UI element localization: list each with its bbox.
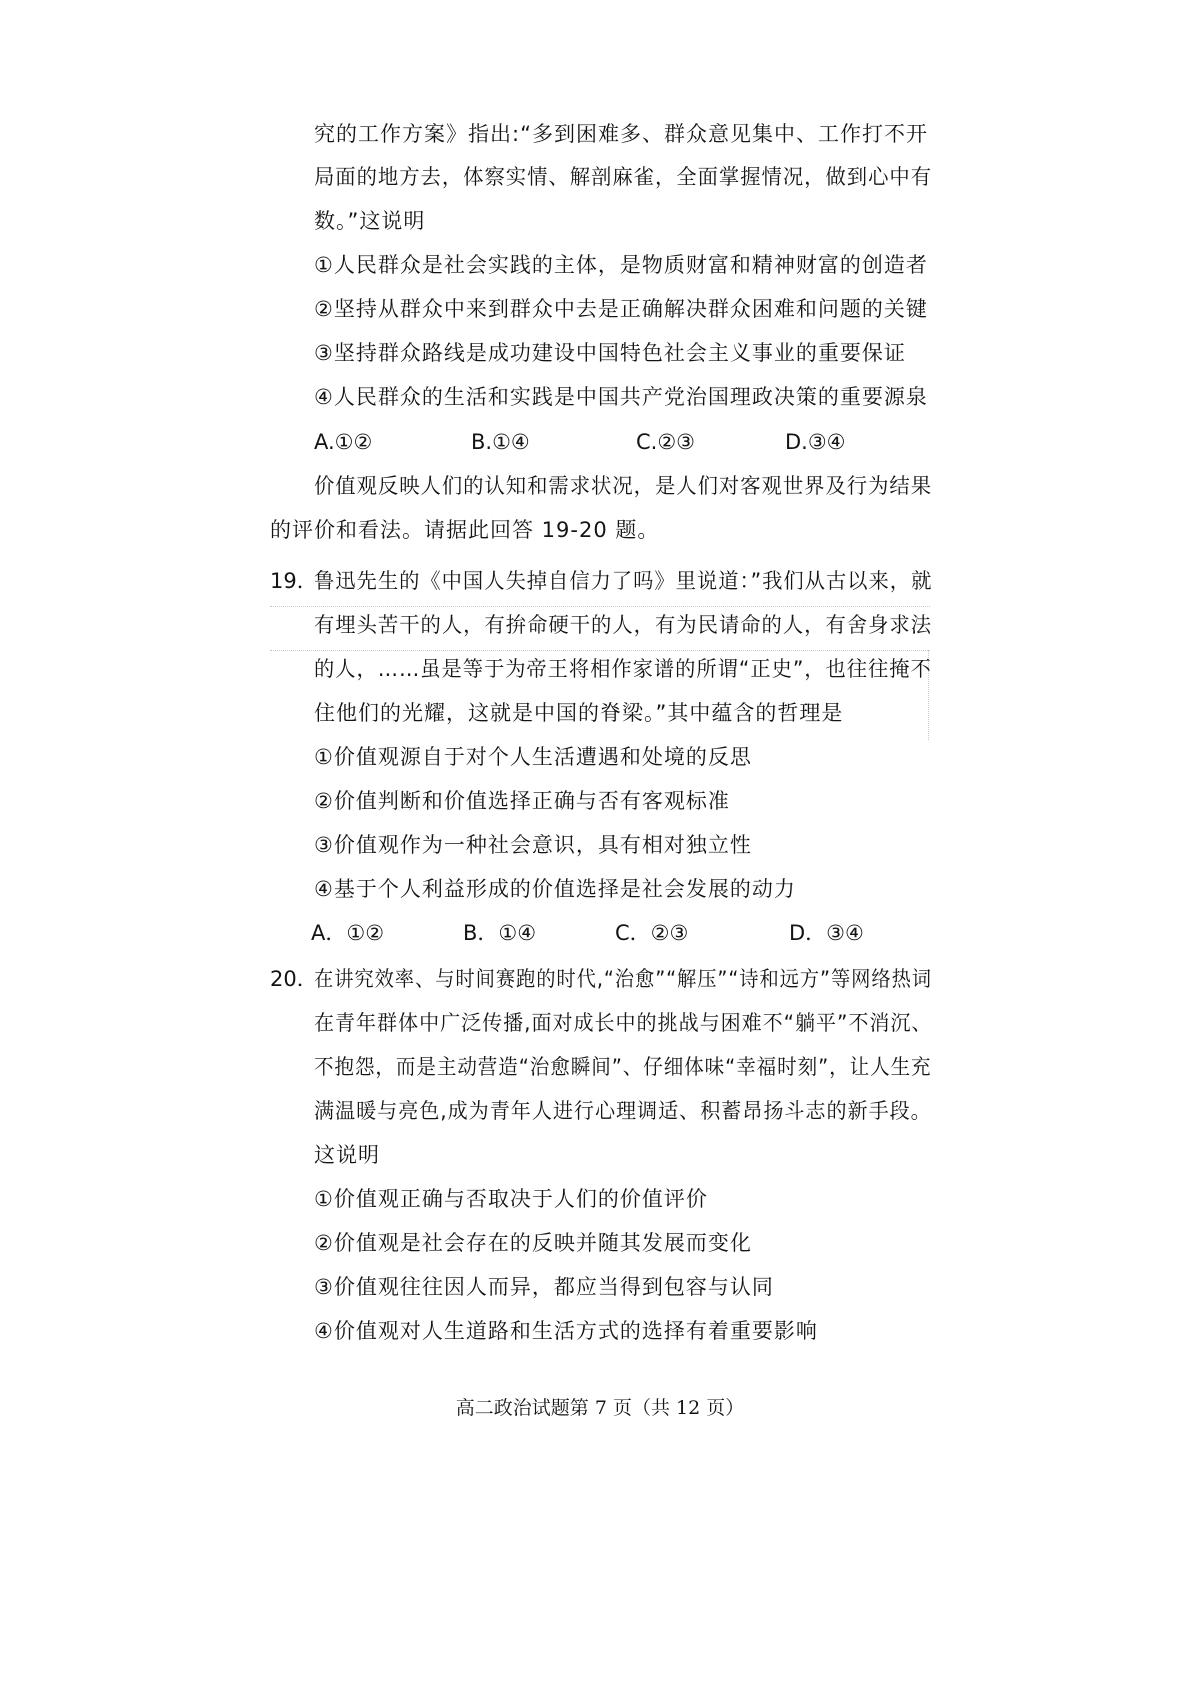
q18-stem-line-1: 究的工作方案》指出:“多到困难多、群众意见集中、工作打不开 (314, 122, 928, 146)
q18-option-d: D.③④ (785, 430, 846, 454)
q20-item-1: ①价值观正确与否取决于人们的价值评价 (314, 1187, 708, 1211)
q20-item-3: ③价值观往往因人而异，都应当得到包容与认同 (314, 1275, 774, 1299)
q18-item-4: ④人民群众的生活和实践是中国共产党治国理政决策的重要源泉 (314, 385, 928, 409)
q20-item-4: ④价值观对人生道路和生活方式的选择有着重要影响 (314, 1319, 818, 1343)
q18-stem-line-2: 局面的地方去，体察实情、解剖麻雀，全面掌握情况，做到心中有 (314, 165, 933, 189)
q19-item-3: ③价值观作为一种社会意识，具有相对独立性 (314, 833, 752, 857)
q19-number: 19． (270, 569, 318, 593)
q20-item-2: ②价值观是社会存在的反映并随其发展而变化 (314, 1231, 752, 1255)
q18-option-c: C.②③ (636, 430, 695, 454)
q18-stem-line-3: 数。”这说明 (314, 209, 426, 233)
dotted-border-top (270, 606, 930, 607)
dotted-border-middle (270, 650, 930, 651)
q19-stem-line-3: 的人，……虽是等于为帝王将相作家谱的所谓“正史”，也往往掩不 (314, 657, 932, 681)
q20-stem-line-3: 不抱怨，而是主动营造“治愈瞬间”、仔细体味“幸福时刻”，让人生充 (314, 1055, 932, 1079)
q19-item-4: ④基于个人利益形成的价值选择是社会发展的动力 (314, 877, 796, 901)
q19-option-c: C．②③ (615, 921, 689, 945)
q19-option-b: B．①④ (463, 921, 537, 945)
q19-item-1: ①价值观源自于对个人生活遭遇和处境的反思 (314, 745, 752, 769)
page-footer: 高二政治试题第 7 页（共 12 页） (455, 1397, 745, 1419)
q19-stem-line-1: 鲁迅先生的《中国人失掉自信力了吗》里说道：”我们从古以来，就 (314, 569, 933, 593)
q19-stem-line-4: 住他们的光耀，这就是中国的脊梁。”其中蕴含的哲理是 (314, 701, 844, 725)
q19-item-2: ②价值判断和价值选择正确与否有客观标准 (314, 789, 730, 813)
q20-stem-line-1: 在讲究效率、与时间赛跑的时代,“治愈”“解压”“诗和远方”等网络热词 (314, 967, 932, 991)
q20-stem-line-4: 满温暖与亮色,成为青年人进行心理调适、积蓄昂扬斗志的新手段。 (314, 1099, 932, 1123)
q19-stem-line-2: 有埋头苦干的人，有拚命硬干的人，有为民请命的人，有舍身求法 (314, 613, 933, 637)
q18-item-1: ①人民群众是社会实践的主体，是物质财富和精神财富的创造者 (314, 253, 928, 277)
q19-option-d: D．③④ (789, 921, 864, 945)
q19-option-a: A．①② (311, 921, 385, 945)
q20-number: 20． (270, 967, 318, 991)
intro-line-2: 的评价和看法。请据此回答 19-20 题。 (270, 518, 660, 542)
q20-stem-line-2: 在青年群体中广泛传播,面对成长中的挑战与困难不“躺平”不消沉、 (314, 1011, 933, 1035)
q20-stem-line-5: 这说明 (314, 1143, 380, 1167)
intro-line-1: 价值观反映人们的认知和需求状况，是人们对客观世界及行为结果 (314, 474, 933, 498)
q18-option-a: A.①② (314, 430, 373, 454)
q18-item-3: ③坚持群众路线是成功建设中国特色社会主义事业的重要保证 (314, 341, 906, 365)
q18-option-b: B.①④ (471, 430, 530, 454)
q18-item-2: ②坚持从群众中来到群众中去是正确解决群众困难和问题的关键 (314, 297, 928, 321)
